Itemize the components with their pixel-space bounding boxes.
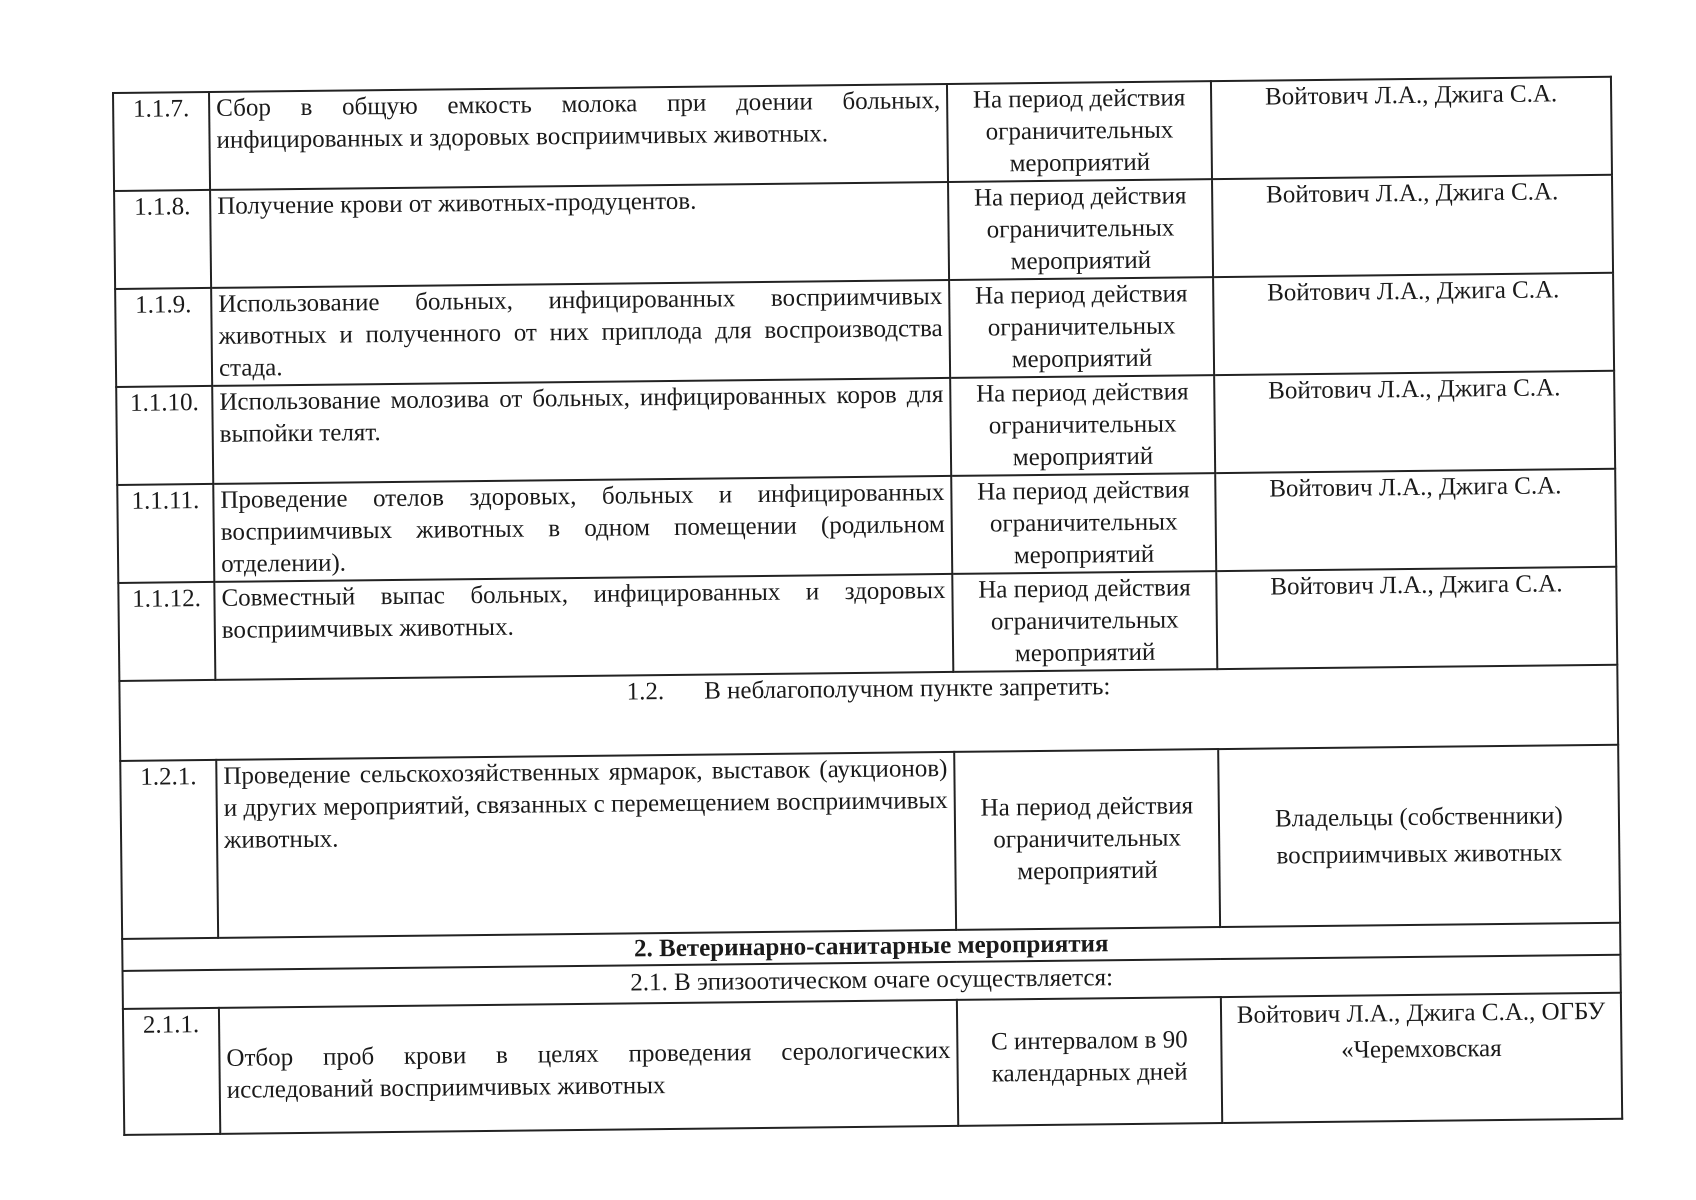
table-row: [118, 567, 1617, 681]
row-responsible: Войтович Л.А., Джига С.А.: [1213, 273, 1614, 375]
row-responsible: Войтович Л.А., Джига С.А.: [1215, 469, 1616, 571]
row-description: Проведение отелов здоровых, больных и инфицированных восприимчивых животных в одном помещении (родильном отделении).: [213, 476, 952, 582]
row-description: Использование молозива от больных, инфицированных коров для выпойки телят.: [212, 378, 951, 484]
row-term: На период действия ограничительных мероприятий: [952, 571, 1217, 672]
row-term: На период действия ограничительных мероприятий: [948, 179, 1213, 280]
table-row: [113, 77, 1612, 191]
row-term: На период действия ограничительных мероприятий: [950, 375, 1215, 476]
row-number: 1.1.12.: [118, 582, 215, 681]
table-row: [123, 993, 1622, 1135]
row-responsible: Войтович Л.А., Джига С.А.: [1214, 371, 1615, 473]
row-number: 1.2.1.: [120, 760, 218, 939]
row-term: С интервалом в 90 календарных дней: [957, 997, 1222, 1126]
row-number: 2.1.1.: [123, 1008, 220, 1135]
row-description: Использование больных, инфицированных восприимчивых животных и полученного от них приплода для воспроизводства стада.: [211, 280, 950, 386]
row-number: 1.1.7.: [113, 92, 210, 191]
table-row: [120, 745, 1620, 939]
row-number: 1.1.10.: [116, 386, 213, 485]
row-responsible: Войтович Л.А., Джига С.А.: [1211, 77, 1612, 179]
row-description: Проведение сельскохозяйственных ярмарок, выставок (аукционов) и других мероприятий, связанных с перемещением восприимчивых животных.: [216, 752, 956, 938]
row-term: На период действия ограничительных мероприятий: [951, 473, 1216, 574]
section-title-2: 2. Ветеринарно-санитарные мероприятия: [122, 923, 1620, 971]
row-term: На период действия ограничительных мероприятий: [949, 277, 1214, 378]
scanned-sheet: [112, 76, 1621, 1136]
table-row: [114, 175, 1613, 289]
table-row: [116, 371, 1615, 485]
table-row: [115, 273, 1614, 387]
measures-table: [112, 76, 1623, 1136]
section-title-2-1: 2.1. В эпизоотическом очаге осуществляется:: [123, 955, 1621, 1009]
row-term: На период действия ограничительных мероприятий: [954, 749, 1220, 930]
row-responsible: Войтович Л.А., Джига С.А., ОГБУ «Черемховская: [1221, 993, 1622, 1123]
row-term: На период действия ограничительных мероприятий: [947, 81, 1212, 182]
row-responsible: Владельцы (собственники) восприимчивых животных: [1218, 745, 1620, 927]
row-responsible: Войтович Л.А., Джига С.А.: [1216, 567, 1617, 669]
row-number: 1.1.9.: [115, 288, 212, 387]
row-description: Отбор проб крови в целях проведения серологических исследований восприимчивых животных: [219, 1000, 958, 1134]
row-description: Сбор в общую емкость молока при доении больных, инфицированных и здоровых восприимчивых животных.: [209, 84, 948, 190]
section-title: В неблагополучном пункте запретить:: [703, 673, 1111, 705]
row-responsible: Войтович Л.А., Джига С.А.: [1212, 175, 1613, 277]
row-description: Совместный выпас больных, инфицированных и здоровых восприимчивых животных.: [214, 574, 953, 680]
row-number: 1.1.8.: [114, 190, 211, 289]
table-row: [117, 469, 1616, 583]
section-number: 1.2.: [626, 678, 665, 706]
row-number: 1.1.11.: [117, 484, 214, 583]
row-description: Получение крови от животных-продуцентов.: [210, 182, 949, 288]
